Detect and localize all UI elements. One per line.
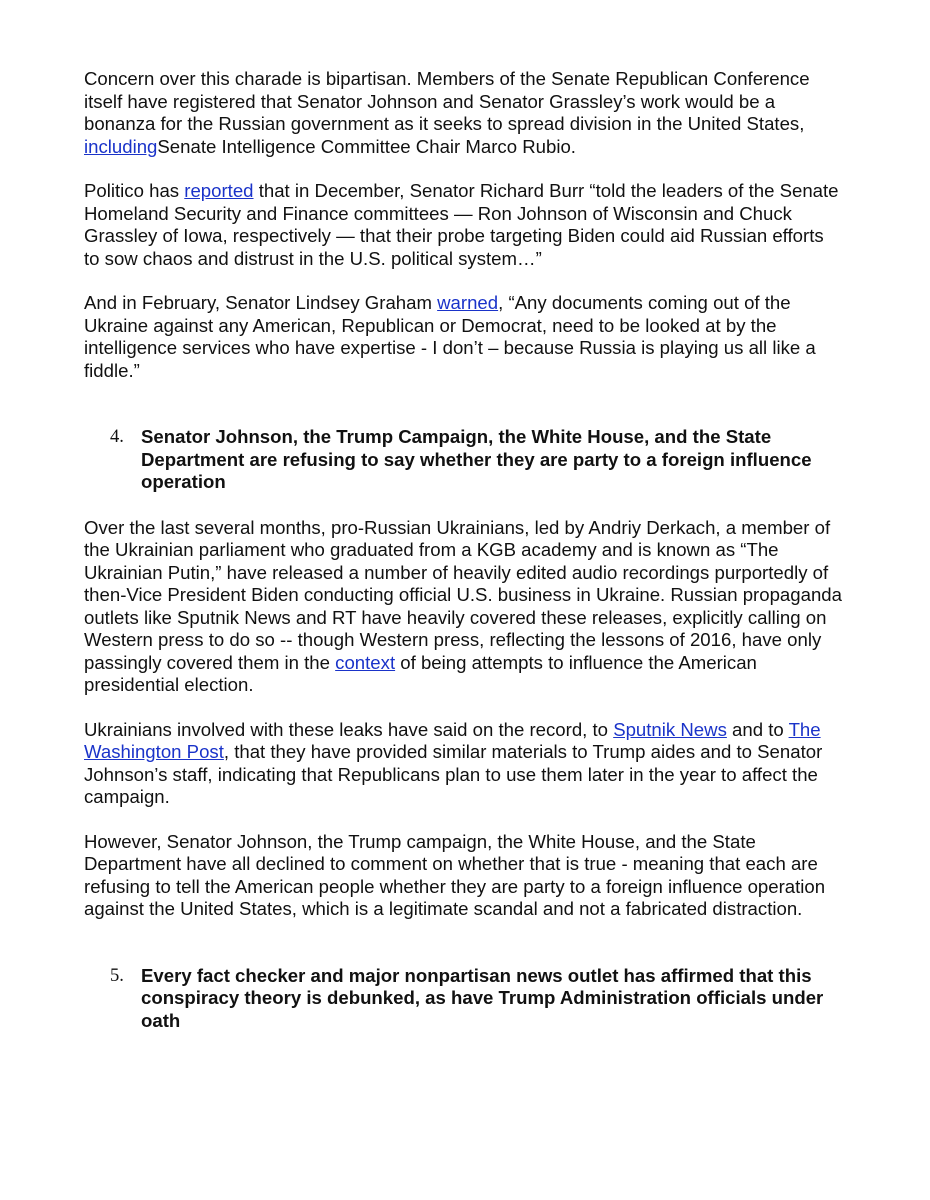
paragraph-text: However, Senator Johnson, the Trump campaign, the White House, and the State Department have all declined to comment on whether that is true - meaning that each are refusing to tell the American people whether they are party to a foreign influence operation against the United States, which is a legitimate scandal and not a fabricated distraction. (84, 830, 826, 919)
paragraph-text: of being attempts to influence the American presidential election. (84, 651, 757, 695)
washington-post-link[interactable]: The Washington Post (84, 718, 821, 762)
section-heading-4 (84, 426, 844, 494)
paragraph-text: , that they have provided similar materials to Trump aides and to Senator Johnson’s staff, indicating that Republicans plan to use them later in the year to affect the campaign. (84, 741, 823, 807)
paragraph-text: , “Any documents coming out of the Ukraine against any American, Republican or Democrat, need to be looked at by the intelligence services who have expertise - I don’t – because Russia is playing us all like a fiddle.” (84, 292, 816, 381)
reported-link[interactable]: reported (184, 180, 254, 201)
section-number: 4. (110, 426, 124, 447)
paragraph-text: Concern over this charade is bipartisan. Members of the Senate Republican Conference itself have registered that Senator Johnson and Senator Grassley’s work would be a bonanza for the Russian government as it seeks to spread division in the United States, (84, 68, 810, 134)
paragraph-declined-comment (84, 831, 844, 921)
section-heading-5 (84, 965, 844, 1033)
section-heading-text: Every fact checker and major nonpartisan news outlet has affirmed that this conspiracy theory is debunked, as have Trump Administration officials under oath (141, 964, 824, 1031)
including-link[interactable]: including (84, 135, 158, 157)
spacer (84, 943, 844, 965)
spacer (84, 404, 844, 426)
document-page (84, 68, 844, 1055)
section-number: 5. (110, 964, 124, 986)
warned-link[interactable]: warned (437, 292, 499, 313)
paragraph-politico-report (84, 180, 844, 270)
paragraph-derkach-recordings (84, 517, 844, 697)
sputnik-news-link[interactable]: Sputnik News (613, 718, 727, 740)
paragraph-text: Ukrainians involved with these leaks have said on the record, to (84, 718, 614, 740)
paragraph-text: Over the last several months, pro-Russian Ukrainians, led by Andriy Derkach, a member of the Ukrainian parliament who graduated from a KGB academy and is known as “The Ukrainian Putin,” have released a number of heavily edited audio recordings purportedly of then-Vice President Biden conducting official U.S. business in Ukraine. Russian propaganda outlets like Sputnik News and RT have heavily covered these releases, explicitly calling on Western press to do so -- though Western press, reflecting the lessons of 2016, have only passingly covered them in the (84, 516, 842, 673)
paragraph-text: And in February, Senator Lindsey Graham (84, 292, 438, 313)
paragraph-bipartisan-concern (84, 68, 844, 158)
paragraph-text: and to (726, 718, 789, 740)
section-heading-text: Senator Johnson, the Trump Campaign, the White House, and the State Department are refusing to say whether they are party to a foreign influence operation (141, 426, 812, 492)
paragraph-graham-warning (84, 292, 844, 382)
paragraph-text: that in December, Senator Richard Burr “told the leaders of the Senate Homeland Security and Finance committees — Ron Johnson of Wisconsin and Chuck Grassley of Iowa, respectively — that their probe targeting Biden could aid Russian efforts to sow chaos and distrust in the U.S. political system…” (84, 180, 839, 269)
context-link[interactable]: context (335, 651, 396, 673)
paragraph-leaks-on-record (84, 719, 844, 809)
paragraph-text: Politico has (84, 180, 185, 201)
paragraph-text: Senate Intelligence Committee Chair Marco Rubio. (157, 135, 576, 157)
